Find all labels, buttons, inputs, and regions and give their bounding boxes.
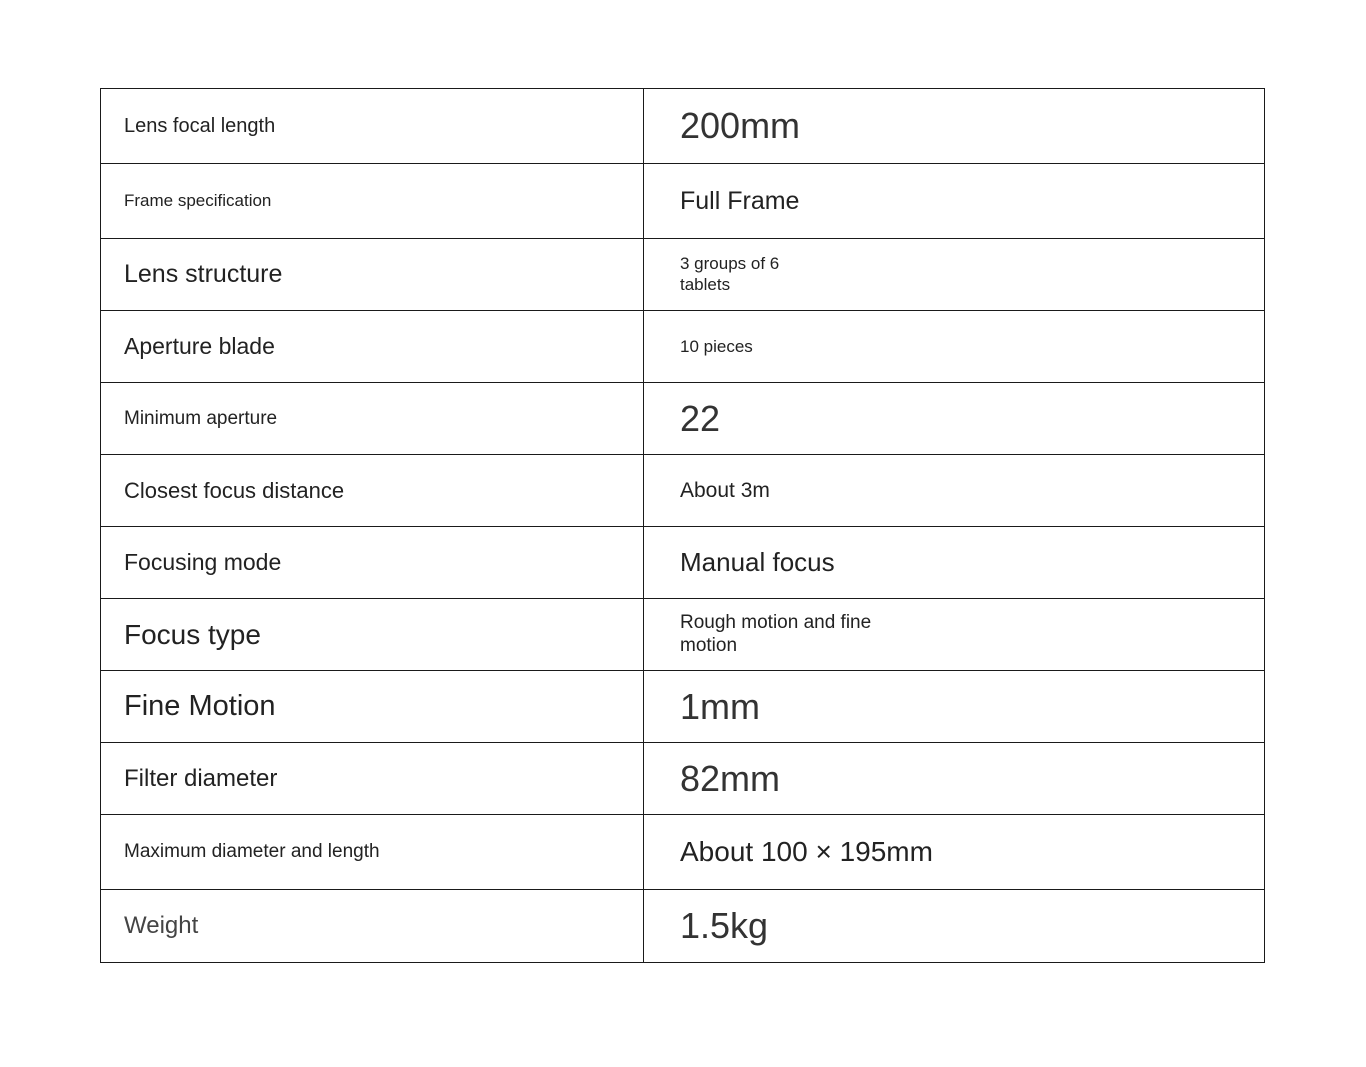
spec-label: Frame specification [124, 191, 272, 210]
spec-value-cell [644, 815, 1265, 890]
spec-table [100, 88, 1265, 963]
spec-label-cell [101, 164, 644, 239]
spec-label-cell [101, 671, 644, 743]
spec-value: About 3m [680, 478, 770, 502]
spec-label: Maximum diameter and length [124, 841, 380, 862]
table-row [101, 890, 1265, 963]
spec-value: About 100 × 195mm [680, 836, 933, 867]
table-row [101, 599, 1265, 671]
spec-label-cell [101, 599, 644, 671]
spec-value-cell [644, 311, 1265, 383]
spec-label: Aperture blade [124, 333, 275, 359]
table-row [101, 743, 1265, 815]
spec-label: Focus type [124, 618, 261, 650]
spec-label: Weight [124, 912, 199, 939]
spec-label-cell [101, 815, 644, 890]
spec-value: 1.5kg [680, 905, 769, 946]
table-row [101, 311, 1265, 383]
spec-value-cell [644, 239, 1265, 311]
table-row [101, 527, 1265, 599]
spec-label: Minimum aperture [124, 407, 278, 429]
spec-label: Filter diameter [124, 764, 278, 792]
spec-value-cell [644, 890, 1265, 963]
spec-value-cell [644, 455, 1265, 527]
spec-value-cell [644, 383, 1265, 455]
table-row [101, 383, 1265, 455]
spec-value-line: 3 groups of 6 [680, 254, 780, 274]
spec-value: 1mm [680, 685, 760, 727]
spec-value: 82mm [680, 757, 781, 799]
table-row [101, 815, 1265, 890]
spec-label-cell [101, 455, 644, 527]
spec-label: Closest focus distance [124, 477, 345, 503]
spec-value-cell [644, 164, 1265, 239]
spec-value-line: tablets [680, 274, 731, 294]
spec-value-cell [644, 743, 1265, 815]
table-row [101, 164, 1265, 239]
table-row [101, 455, 1265, 527]
spec-label: Focusing mode [124, 549, 282, 575]
spec-value-cell [644, 671, 1265, 743]
spec-label-cell [101, 527, 644, 599]
spec-value-line: motion [680, 634, 738, 656]
spec-value: 22 [680, 397, 721, 439]
table-row [101, 89, 1265, 164]
spec-value: Manual focus [680, 547, 835, 577]
table-row [101, 239, 1265, 311]
spec-value: 10 pieces [680, 336, 753, 356]
spec-label-cell [101, 239, 644, 311]
spec-label-cell [101, 89, 644, 164]
spec-value-cell [644, 89, 1265, 164]
spec-value-cell [644, 599, 1265, 671]
spec-label-cell [101, 743, 644, 815]
spec-value: Full Frame [680, 186, 800, 215]
spec-label-cell [101, 383, 644, 455]
spec-value: 200mm [680, 105, 801, 146]
table-row [101, 671, 1265, 743]
spec-value-line: Rough motion and fine [680, 611, 872, 633]
spec-label-cell [101, 890, 644, 963]
spec-label-cell [101, 311, 644, 383]
spec-label: Lens focal length [124, 114, 276, 137]
spec-value-cell [644, 527, 1265, 599]
spec-label: Lens structure [124, 260, 283, 288]
spec-label: Fine Motion [124, 690, 276, 722]
